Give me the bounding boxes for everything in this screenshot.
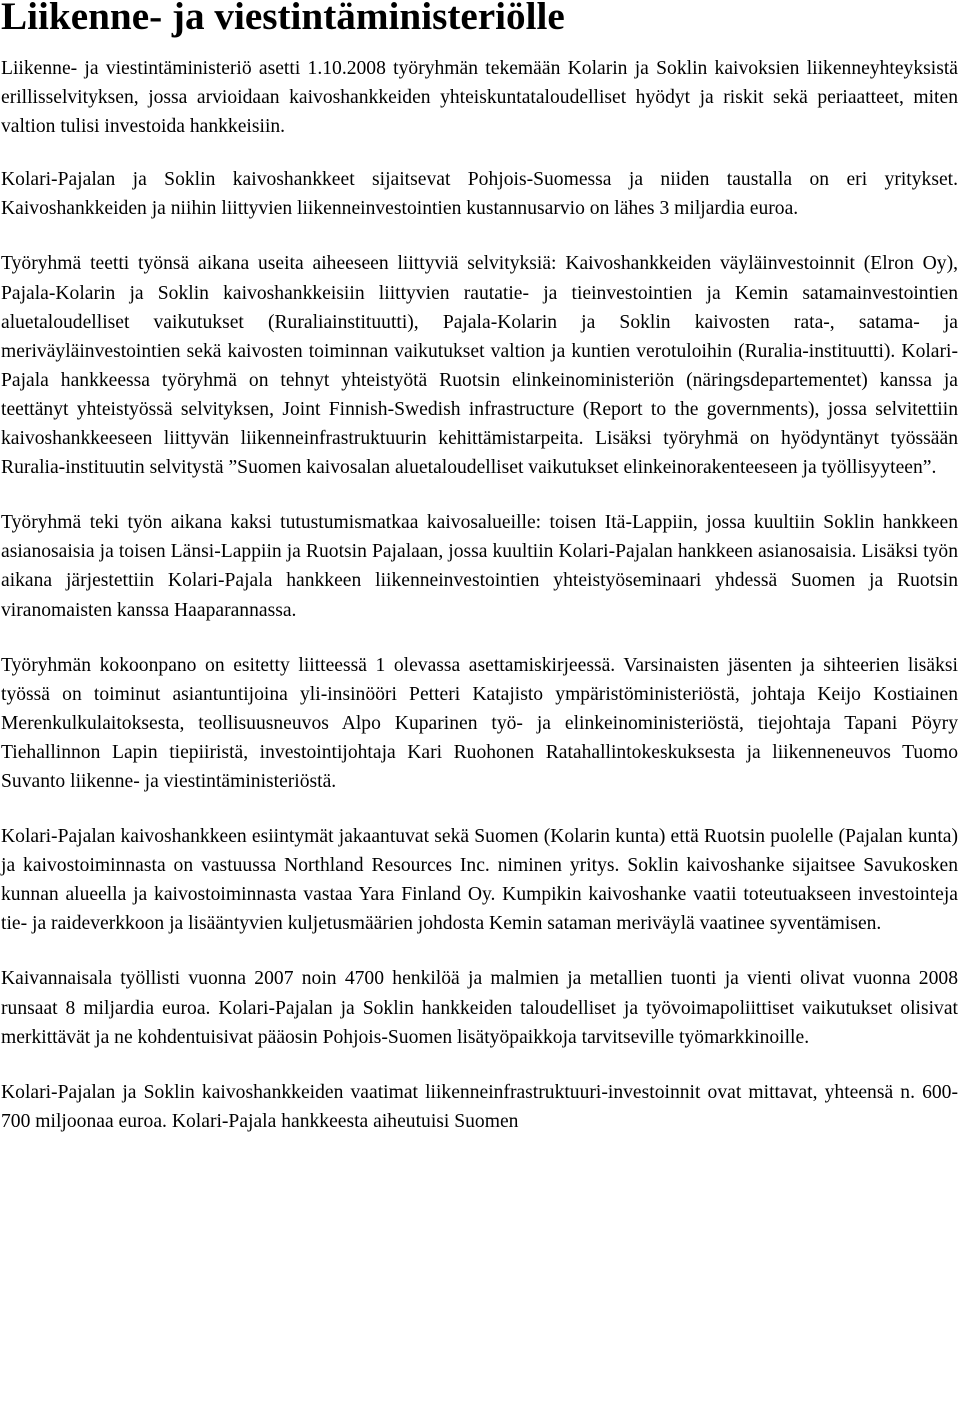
document-page <box>1 0 958 1136</box>
paragraph-assignment: Liikenne- ja viestintäministeriö asetti 1.10.2008 työryhmän tekemään Kolarin ja Soklin kaivoksien liikenneyhteyksistä erillisselvityksen, jossa arvioidaan kaivoshankkeiden yhteiskuntataloudelliset hyödyt ja riskit sekä periaatteet, miten valtion tulisi investoida hankkeisiin. <box>1 58 958 138</box>
paragraph-field-trips: Työryhmä teki työn aikana kaksi tutustumismatkaa kaivosalueille: toisen Itä-Lappiin, jossa kuultiin Soklin hankkeen asianosaisia ja toisen Länsi-Lappiin ja Ruotsin Pajalaan, jossa kuultiin Kolari-Pajalan hankkeen asianosaisia. Lisäksi työn aikana järjestettiin Kolari-Pajala hankkeen liikenneinvestointien yhteistyöseminaari yhdessä Suomen ja Ruotsin viranomaisten kanssa Haaparannassa. <box>1 512 958 621</box>
document-heading: Liikenne- ja viestintäministeriölle <box>1 0 565 38</box>
paragraph-investments: Kolari-Pajalan ja Soklin kaivoshankkeiden vaatimat liikenneinfrastruktuuri-investoinnit ovat mittavat, yhteensä n. 600-700 miljoonaa euroa. Kolari-Pajala hankkeesta aiheutuisi Suomen <box>1 1081 958 1132</box>
paragraph-employment: Kaivannaisala työllisti vuonna 2007 noin 4700 henkilöä ja malmien ja metallien tuonti ja vienti olivat vuonna 2008 runsaat 8 miljardia euroa. Kolari-Pajalan ja Soklin hankkeiden taloudelliset ja työvoimapoliittiset vaikutukset olisivat merkittävät ja ne kohdentuisivat pääosin Pohjois-Suomen lisätyöpaikkoja tarvitseville työmarkkinoille. <box>1 968 958 1048</box>
paragraph-deposits: Kolari-Pajalan kaivoshankkeen esiintymät jakaantuvat sekä Suomen (Kolarin kunta) että Ruotsin puolelle (Pajalan kunta) ja kaivostoiminnasta on vastuussa Northland Resources Inc. niminen yritys. Soklin kaivoshanke sijaitsee Savukosken kunnan alueella ja kaivostoiminnasta vastaa Yara Finland Oy. Kumpikin kaivoshanke vaatii toteutuakseen investointeja tie- ja raideverkkoon ja lisääntyvien kuljetusmäärien johdosta Kemin sataman meriväylä vaatinee syventämisen. <box>1 826 958 935</box>
paragraph-mining-projects: Kolari-Pajalan ja Soklin kaivoshankkeet sijaitsevat Pohjois-Suomessa ja niiden taustalla on eri yritykset. Kaivoshankkeiden ja niihin liittyvien liikenneinvestointien kustannusarvio on lähes 3 miljardia euroa. <box>1 169 958 220</box>
paragraph-composition: Työryhmän kokoonpano on esitetty liitteessä 1 olevassa asettamiskirjeessä. Varsinaisten jäsenten ja sihteerien lisäksi työssä on toiminut asiantuntijoina yli-insinööri Petteri Katajisto ympäristöministeriöstä, johtaja Keijo Kostiainen Merenkulkulaitoksesta, teollisuusneuvos Alpo Kuparinen työ- ja elinkeinoministeriöstä, tiejohtaja Tapani Pöyry Tiehallinnon Lapin tiepiiristä, investointijohtaja Kari Ruohonen Ratahallintokeskuksesta ja liikenneneuvos Tuomo Suvanto liikenne- ja viestintäministeriöstä. <box>1 654 958 792</box>
paragraph-studies: Työryhmä teetti työnsä aikana useita aiheeseen liittyviä selvityksiä: Kaivoshankkeiden väyläinvestoinnit (Elron Oy), Pajala-Kolarin ja Soklin kaivoshankkeisiin liittyvien rautatie- ja tieinvestointien ja Kemin satamainvestointien aluetaloudelliset vaikutukset (Ruraliainstituutti), Pajala-Kolarin ja Soklin kaivosten rata-, satama- ja meriväyläinvestointien sekä kaivosten toiminnan vaikutukset valtion ja kuntien verotuloihin (Ruralia-instituutti). Kolari-Pajala hankkeessa työryhmä on tehnyt yhteistyötä Ruotsin elinkeinoministeriön (näringsdepartementet) kanssa ja teettänyt yhteistyössä selvityksen, Joint Finnish-Swedish infrastructure (Report to the governments), jossa selvitettiin kaivoshankkeeseen liittyvän liikenneinfrastruktuurin kehittämistarpeita. Lisäksi työryhmä on hyödyntänyt työssään Ruralia-instituutin selvitystä ”Suomen kaivosalan aluetaloudelliset vaikutukset elinkeinorakenteeseen ja työllisyyteen”. <box>1 253 958 479</box>
